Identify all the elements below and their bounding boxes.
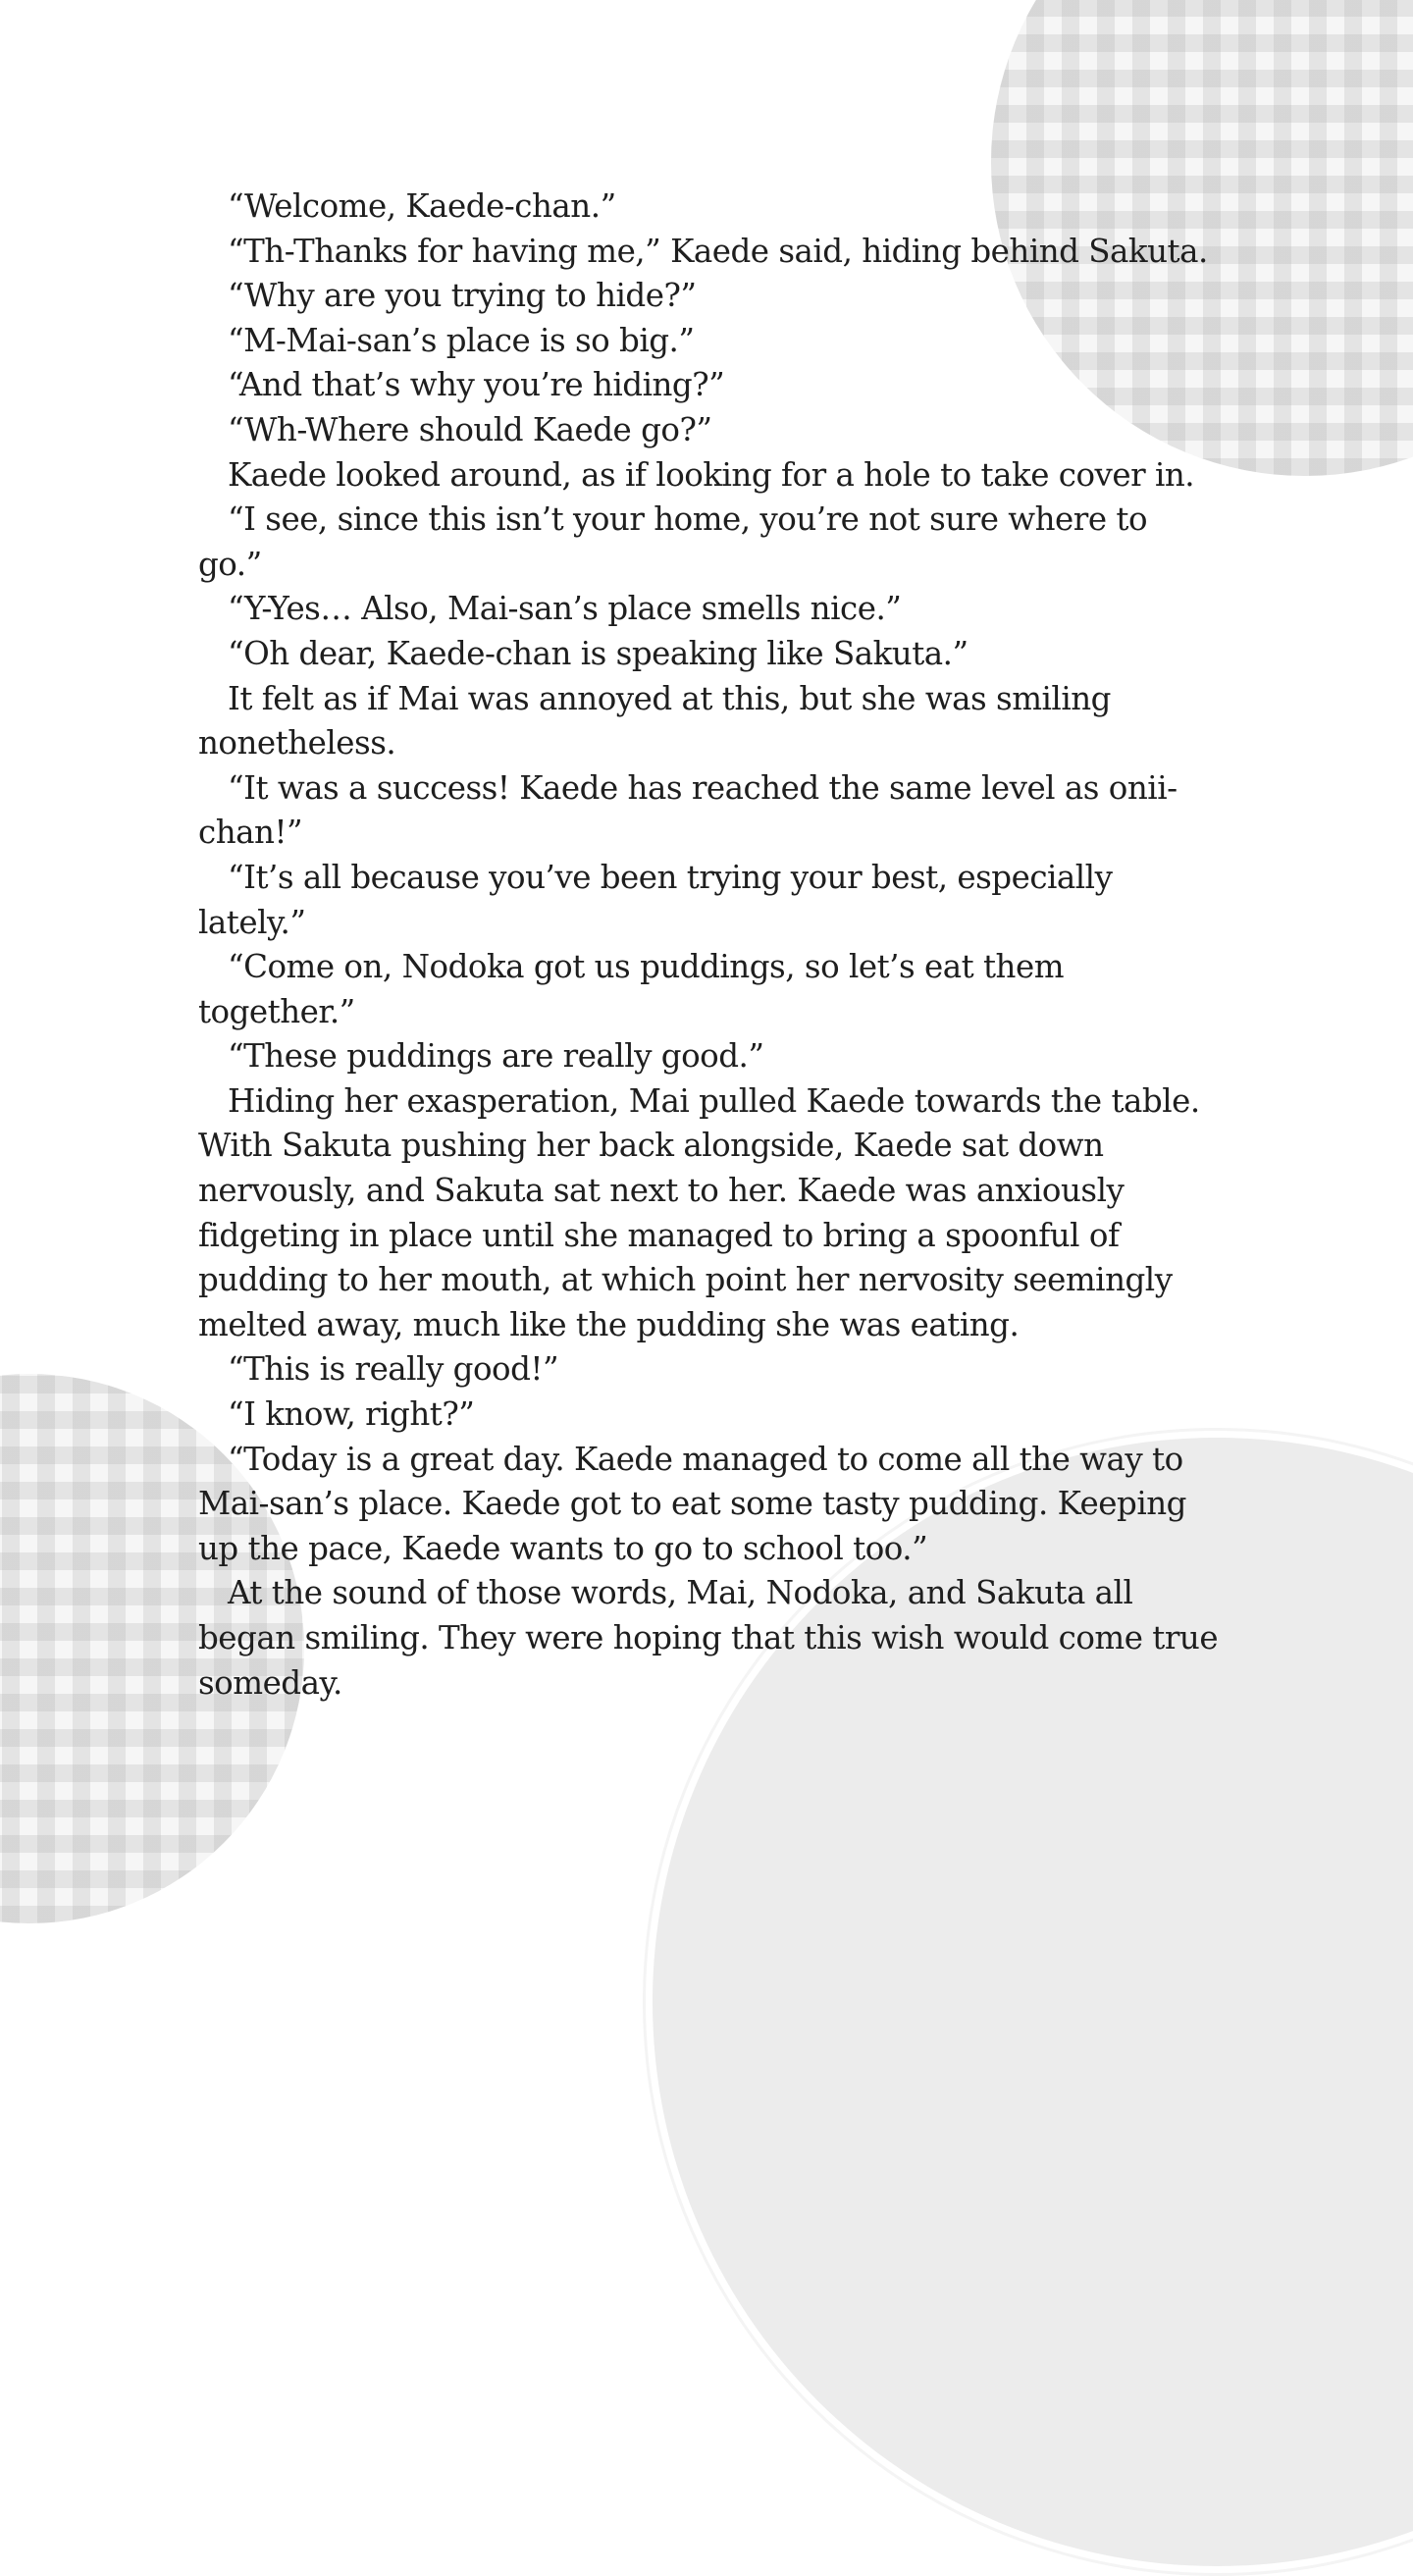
paragraph: “It’s all because you’ve been trying your best, especially lately.”	[198, 858, 1113, 941]
paragraph: “I see, since this isn’t your home, you’re not sure where to go.”	[198, 500, 1148, 583]
paragraph: “It was a success! Kaede has reached the same level as onii-chan!”	[198, 768, 1178, 852]
paragraph: “Wh-Where should Kaede go?”	[228, 410, 712, 448]
paragraph: “Why are you trying to hide?”	[228, 277, 697, 315]
paragraph: It felt as if Mai was annoyed at this, but she was smiling nonetheless.	[198, 679, 1111, 762]
paragraph: Hiding her exasperation, Mai pulled Kaede towards the table. With Sakuta pushing her back alongside, Kaede sat down nervously, and Sakuta sat next to her. Kaede was anxiously fidgeting in place until she managed to bring a spoonful of pudding to her mouth, at which point her nervosity seemingly melted away, much like the pudding she was eating.	[198, 1081, 1200, 1343]
paragraph: “This is really good!”	[228, 1350, 559, 1389]
paragraph: “Y-Yes… Also, Mai-san’s place smells nice.”	[228, 590, 902, 628]
paragraph: “Th-Thanks for having me,” Kaede said, hiding behind Sakuta.	[228, 232, 1208, 270]
paragraph: “Come on, Nodoka got us puddings, so let’s eat them together.”	[198, 948, 1065, 1030]
paragraph: “Welcome, Kaede-chan.”	[228, 187, 616, 225]
paragraph: “These puddings are really good.”	[228, 1037, 764, 1076]
paragraph: At the sound of those words, Mai, Nodoka, and Sakuta all began smiling. They were hoping that this wish would come true someday.	[198, 1574, 1219, 1702]
paragraph: “M-Mai-san’s place is so big.”	[228, 321, 695, 359]
novel-page-text	[198, 184, 1219, 1706]
paragraph: “And that’s why you’re hiding?”	[228, 366, 725, 404]
paragraph: “Oh dear, Kaede-chan is speaking like Sakuta.”	[228, 634, 968, 672]
paragraph: “Today is a great day. Kaede managed to come all the way to Mai-san’s place. Kaede got to eat some tasty pudding. Keeping up the pace, Kaede wants to go to school too.”	[198, 1440, 1186, 1567]
paragraph: “I know, right?”	[228, 1395, 475, 1434]
paragraph: Kaede looked around, as if looking for a hole to take cover in.	[228, 455, 1195, 494]
